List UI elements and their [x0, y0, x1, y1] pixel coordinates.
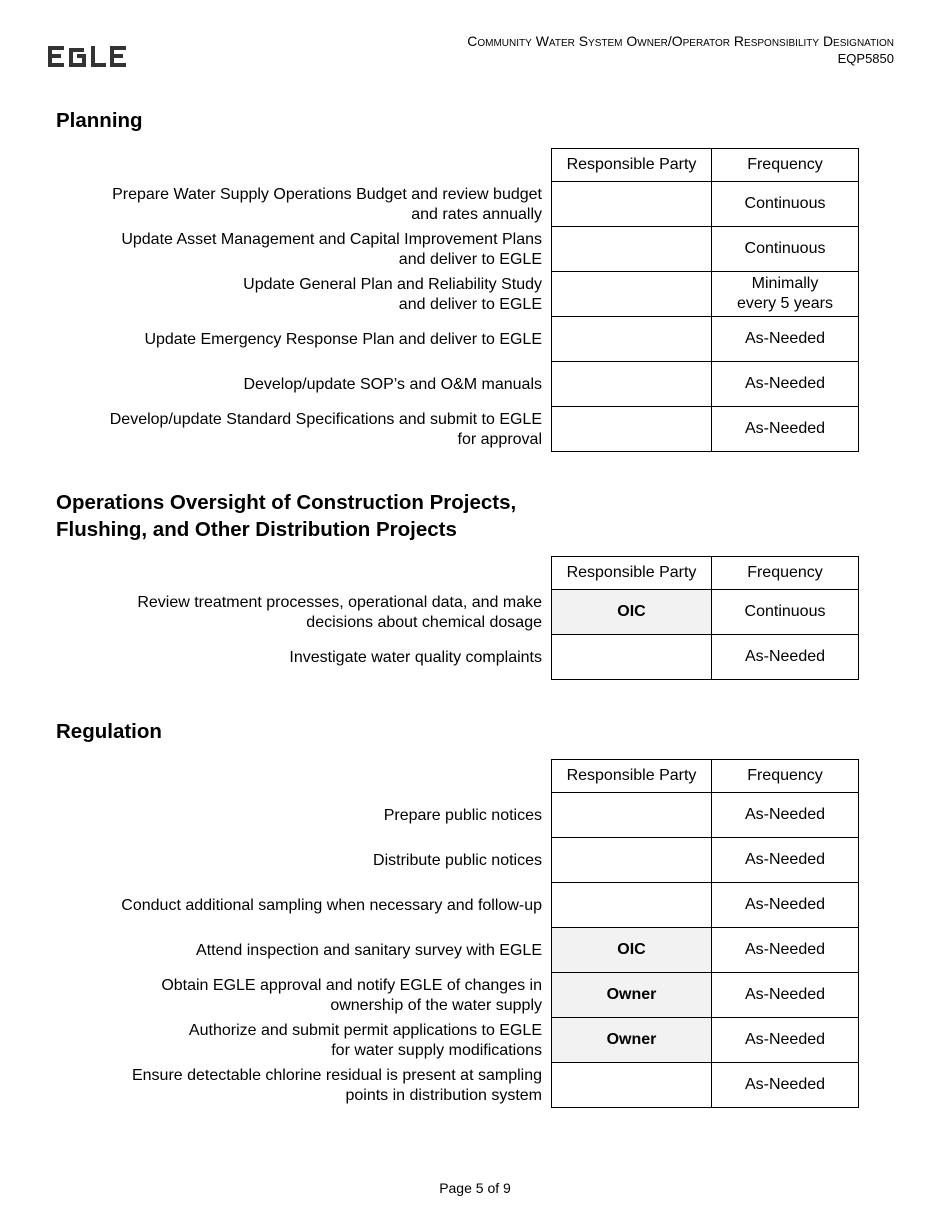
table-row [56, 362, 868, 407]
frequency-cell: As-Needed [712, 883, 859, 928]
task-description: Prepare Water Supply Operations Budget and review budget and rates annually [112, 185, 542, 223]
frequency-cell: As-Needed [712, 635, 859, 680]
document-header [467, 33, 894, 67]
frequency-cell: Continuous [712, 590, 859, 635]
table-row [56, 590, 868, 635]
section-title-operations-oversight: Operations Oversight of Construction Projects, Flushing, and Other Distribution Projects [56, 491, 517, 541]
task-description: Ensure detectable chlorine residual is present at sampling points in distribution system [131, 1066, 542, 1104]
table-row [56, 635, 868, 680]
responsible-party-cell[interactable]: Owner [551, 1018, 712, 1063]
responsible-party-header: Responsible Party [551, 759, 712, 793]
form-code: EQP5850 [837, 51, 894, 66]
responsible-party-cell[interactable] [551, 883, 712, 928]
frequency-header: Frequency [712, 556, 859, 590]
frequency-cell: Continuous [712, 227, 859, 272]
egle-logo [48, 43, 128, 74]
responsible-party-cell[interactable]: Owner [551, 973, 712, 1018]
task-description: Update General Plan and Reliability Study and deliver to EGLE [243, 275, 542, 313]
frequency-cell: As-Needed [712, 1063, 859, 1108]
responsible-party-cell[interactable] [551, 635, 712, 680]
regulation-table [56, 759, 868, 1108]
table-header-row [56, 148, 868, 182]
responsible-party-cell[interactable] [551, 407, 712, 452]
table-row [56, 317, 868, 362]
frequency-cell: As-Needed [712, 407, 859, 452]
egle-logo-icon [48, 43, 128, 69]
task-description: Distribute public notices [373, 851, 542, 869]
document-title: Community Water System Owner/Operator Responsibility Designation [467, 33, 894, 49]
table-header-row [56, 759, 868, 793]
frequency-cell: As-Needed [712, 1018, 859, 1063]
page-number: Page 5 of 9 [439, 1180, 511, 1196]
task-description: Prepare public notices [383, 806, 542, 824]
responsible-party-cell[interactable]: OIC [551, 928, 712, 973]
section-title-planning: Planning [56, 109, 143, 132]
table-header-row [56, 556, 868, 590]
frequency-cell: As-Needed [712, 928, 859, 973]
task-description: Investigate water quality complaints [289, 648, 542, 666]
responsible-party-header: Responsible Party [551, 148, 712, 182]
responsible-party-cell[interactable]: OIC [551, 590, 712, 635]
responsible-party-cell[interactable] [551, 272, 712, 317]
task-description: Attend inspection and sanitary survey with EGLE [196, 941, 542, 959]
task-description: Develop/update Standard Specifications and submit to EGLE for approval [109, 410, 542, 448]
responsible-party-cell[interactable] [551, 1063, 712, 1108]
table-row [56, 838, 868, 883]
task-description: Develop/update SOP’s and O&M manuals [243, 375, 542, 393]
frequency-cell: As-Needed [712, 317, 859, 362]
responsible-party-cell[interactable] [551, 362, 712, 407]
responsible-party-cell[interactable] [551, 227, 712, 272]
table-row [56, 272, 868, 317]
section-title-regulation: Regulation [56, 720, 162, 743]
responsible-party-cell[interactable] [551, 182, 712, 227]
table-row [56, 928, 868, 973]
responsible-party-cell[interactable] [551, 793, 712, 838]
planning-table [56, 148, 868, 452]
frequency-cell: As-Needed [712, 838, 859, 883]
task-description: Obtain EGLE approval and notify EGLE of changes in ownership of the water supply [161, 976, 542, 1014]
frequency-cell: Continuous [712, 182, 859, 227]
frequency-header: Frequency [712, 148, 859, 182]
frequency-header: Frequency [712, 759, 859, 793]
table-row [56, 1018, 868, 1063]
table-row [56, 793, 868, 838]
table-row [56, 182, 868, 227]
frequency-cell: As-Needed [712, 362, 859, 407]
task-description: Review treatment processes, operational data, and make decisions about chemical dosage [137, 593, 542, 631]
task-description: Conduct additional sampling when necessary and follow-up [121, 896, 542, 914]
task-description: Update Asset Management and Capital Improvement Plans and deliver to EGLE [121, 230, 542, 268]
table-row [56, 973, 868, 1018]
responsible-party-cell[interactable] [551, 317, 712, 362]
table-row [56, 1063, 868, 1108]
task-description: Update Emergency Response Plan and deliver to EGLE [144, 330, 542, 348]
table-row [56, 227, 868, 272]
operations-table [56, 556, 868, 680]
table-row [56, 883, 868, 928]
frequency-cell: As-Needed [712, 793, 859, 838]
responsible-party-header: Responsible Party [551, 556, 712, 590]
task-description: Authorize and submit permit applications to EGLE for water supply modifications [188, 1021, 542, 1059]
frequency-cell: Minimally every 5 years [712, 272, 859, 317]
frequency-cell: As-Needed [712, 973, 859, 1018]
table-row [56, 407, 868, 452]
responsible-party-cell[interactable] [551, 838, 712, 883]
